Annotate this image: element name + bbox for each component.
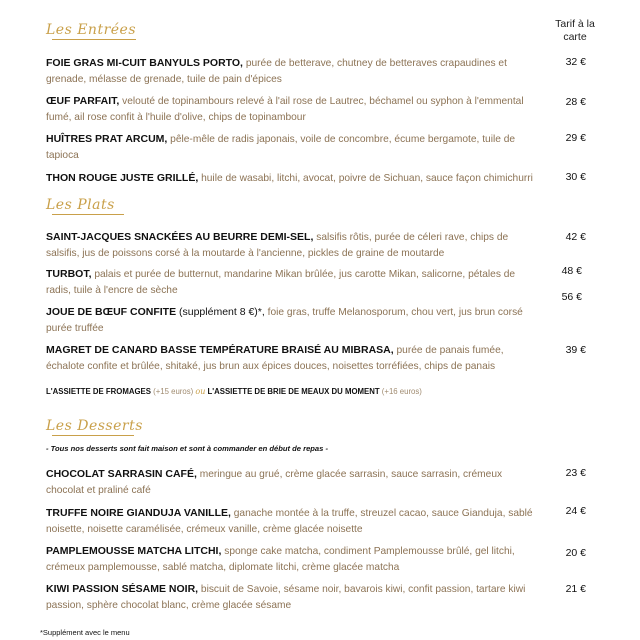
title-underline <box>52 214 124 215</box>
item-price: 29 € <box>565 132 586 144</box>
item-price: 42 € <box>565 231 586 243</box>
menu-item: KIWI PASSION SÉSAME NOIR, biscuit de Savoie, sésame noir, bavarois kiwi, confit passion, tartare kiwi passion, sphère chocolat blanc, crème glacée sésame <box>46 583 526 611</box>
menu-item: PAMPLEMOUSSE MATCHA LITCHI, sponge cake matcha, condiment Pamplemousse brûlé, gel litchi, crémeux pamplemousse, sablé matcha, diplomate litchi, crème glacée matcha <box>46 545 515 573</box>
menu-item: ŒUF PARFAIT, velouté de topinambours relevé à l'ail rose de Lautrec, béchamel ou syphon à l'emmental fumé, ail rose confit à l'huile d'olive, chips de topinambour <box>46 95 524 123</box>
item-price: 48 € <box>561 265 582 277</box>
price-column-header: Tarif à la carte <box>555 18 595 43</box>
menu-item: TRUFFE NOIRE GIANDUJA VANILLE, ganache montée à la truffe, streuzel cacao, sauce Gianduja, sablé noisette, noisette caramélisée, crémeux vanille, crème glacée noisette <box>46 507 533 535</box>
menu-item: HUÎTRES PRAT ARCUM, pêle-mêle de radis japonais, voile de concombre, écume bergamote, tuile de tapioca <box>46 133 516 161</box>
menu-item: SAINT-JACQUES SNACKÉES AU BEURRE DEMI-SEL, salsifis rôtis, purée de céleri rave, chips de salsifis, jus de poissons corsé à la moutarde à l'ancienne, pickles de graine de moutarde <box>46 231 509 259</box>
item-price: 39 € <box>565 344 586 356</box>
title-underline <box>52 39 136 40</box>
item-price: 23 € <box>565 467 586 479</box>
item-price: 28 € <box>565 96 586 108</box>
title-underline <box>52 435 134 436</box>
item-price: 24 € <box>565 505 586 517</box>
menu-item: FOIE GRAS MI-CUIT BANYULS PORTO, purée de betterave, chutney de betteraves crapaudines et grenade, mélasse de grenade, tuile de pain d'épices <box>46 57 507 85</box>
section-title-plats: Les Plats <box>46 197 124 215</box>
menu-item: CHOCOLAT SARRASIN CAFÉ, meringue au grué, crème glacée sarrasin, sauce sarrasin, crémeux chocolat et praliné café <box>46 468 503 496</box>
section-title-desserts: Les Desserts <box>46 418 143 434</box>
item-price: 21 € <box>565 583 586 595</box>
menu-item: TURBOT, palais et purée de butternut, mandarine Mikan brûlée, jus carotte Mikan, salicorne, pétales de radis, tuile à l'encre de sèche <box>46 268 516 296</box>
footnote: *Supplément avec le menu <box>40 628 130 637</box>
item-price-alt: 56 € <box>561 291 582 303</box>
item-price: 30 € <box>565 171 586 183</box>
item-price: 20 € <box>565 547 586 559</box>
cheese-option-line: L'ASSIETTE DE FROMAGES (+15 euros) ou L'ASSIETTE DE BRIE DE MEAUX DU MOMENT (+16 euros) <box>46 387 422 396</box>
section-title-entrees: Les Entrées <box>46 22 137 38</box>
item-price: 32 € <box>565 56 586 68</box>
desserts-note: - Tous nos desserts sont fait maison et sont à commander en début de repas - <box>46 444 329 453</box>
menu-item: JOUE DE BŒUF CONFITE (supplément 8 €)*, foie gras, truffe Melanosporum, chou vert, jus brun corsé purée truffée <box>46 306 523 334</box>
menu-item: MAGRET DE CANARD BASSE TEMPÉRATURE BRAISÉ AU MIBRASA, purée de panais fumée, échalote confite et brûlée, shitaké, jus brun aux épices douces, noisettes torréfiées, chips de panais <box>46 344 504 372</box>
menu-item: THON ROUGE JUSTE GRILLÉ, huile de wasabi, litchi, avocat, poivre de Sichuan, sauce façon chimichurri <box>46 172 533 184</box>
